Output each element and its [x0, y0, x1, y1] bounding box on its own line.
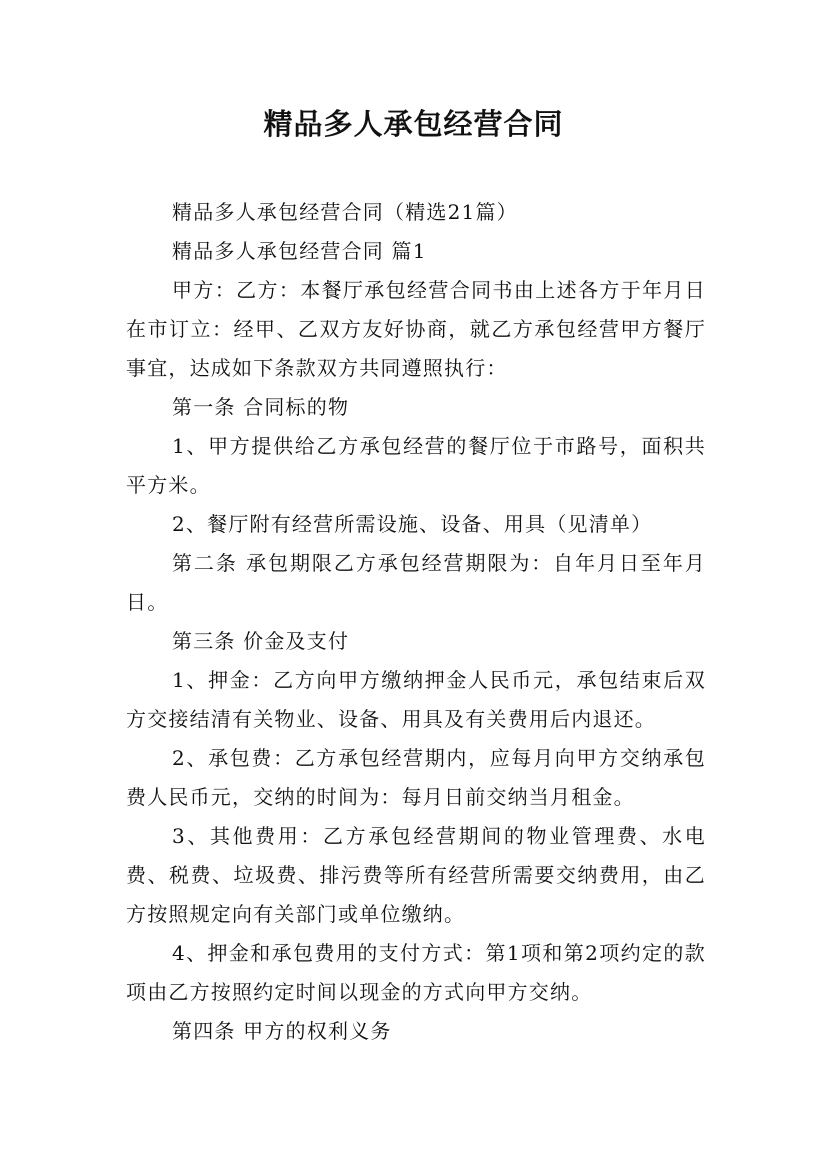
- paragraph-article-2: 第二条 承包期限乙方承包经营期限为：自年月日至年月日。: [126, 551, 706, 614]
- document-body: [126, 193, 706, 1051]
- paragraph-section-heading: 精品多人承包经营合同 篇1: [172, 239, 427, 263]
- paragraph-article-3: 第三条 价金及支付: [172, 629, 350, 653]
- paragraph-article-1-item-2: 2、餐厅附有经营所需设施、设备、用具（见清单）: [172, 512, 653, 536]
- paragraph-article-1-item-1: 1、甲方提供给乙方承包经营的餐厅位于市路号，面积共平方米。: [126, 434, 706, 497]
- paragraph-preamble: 甲方：乙方：本餐厅承包经营合同书由上述各方于年月日在市订立：经甲、乙双方友好协商，就乙方承包经营甲方餐厅事宜，达成如下条款双方共同遵照执行：: [126, 278, 706, 380]
- paragraph-article-3-item-3: 3、其他费用：乙方承包经营期间的物业管理费、水电费、税费、垃圾费、排污费等所有经营所需要交纳费用，由乙方按照规定向有关部门或单位缴纳。: [126, 824, 706, 926]
- paragraph-article-3-item-4: 4、押金和承包费用的支付方式：第1项和第2项约定的款项由乙方按照约定时间以现金的方式向甲方交纳。: [126, 941, 706, 1004]
- paragraph-article-4: 第四条 甲方的权利义务: [172, 1019, 392, 1043]
- paragraph-article-3-item-1: 1、押金：乙方向甲方缴纳押金人民币元，承包结束后双方交接结清有关物业、设备、用具及有关费用后内退还。: [126, 668, 706, 731]
- paragraph-article-3-item-2: 2、承包费：乙方承包经营期内，应每月向甲方交纳承包费人民币元，交纳的时间为：每月日前交纳当月租金。: [126, 746, 706, 809]
- paragraph-subtitle: 精品多人承包经营合同（精选21篇）: [172, 200, 518, 224]
- document-title: 精品多人承包经营合同: [263, 107, 564, 141]
- paragraph-article-1: 第一条 合同标的物: [172, 395, 350, 419]
